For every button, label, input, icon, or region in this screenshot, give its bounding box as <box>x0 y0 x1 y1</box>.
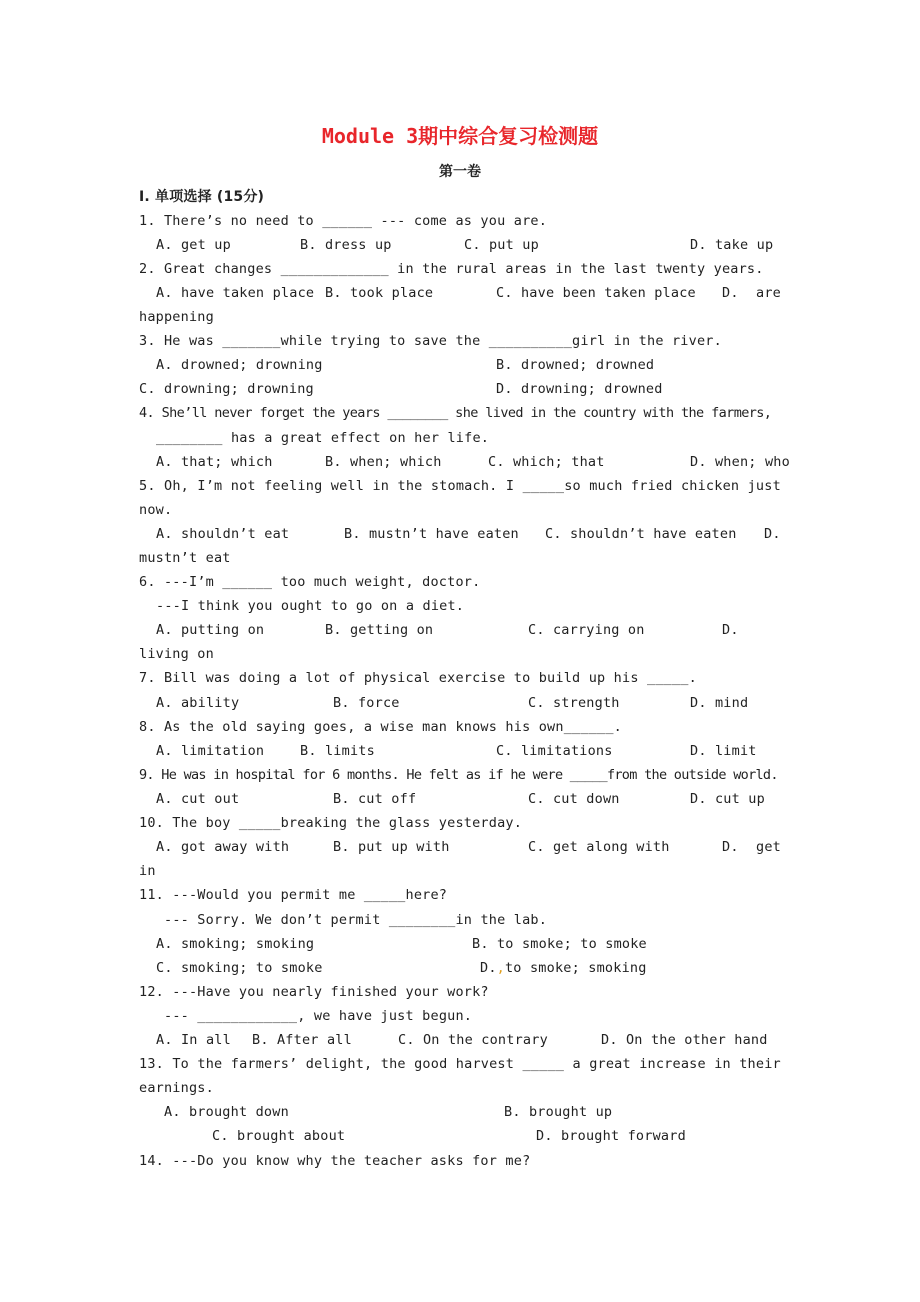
q8-option-b: B. limits <box>300 743 375 759</box>
question-11-stem-cont: --- Sorry. We don’t permit ________in the lab. <box>164 912 548 928</box>
part-heading: 第一卷 <box>439 164 481 180</box>
q12-option-a: A. In all <box>156 1032 231 1048</box>
q7-option-a: A. ability <box>156 695 240 711</box>
q5-option-d-label: D. <box>764 526 781 542</box>
q13-option-d: D. brought forward <box>536 1128 686 1144</box>
question-12-stem-cont: --- ____________, we have just begun. <box>164 1008 473 1024</box>
q3-option-d: D. drowning; drowned <box>496 381 663 397</box>
question-4-stem: 4. She’ll never forget the years ________ she lived in the country with the farmers, <box>139 405 772 421</box>
question-6-stem: 6. ---I’m ______ too much weight, doctor. <box>139 574 481 590</box>
q9-option-a: A. cut out <box>156 791 240 807</box>
question-5-stem: 5. Oh, I’m not feeling well in the stomach. I _____so much fried chicken just <box>139 478 781 494</box>
question-4-stem-cont: ________ has a great effect on her life. <box>156 430 490 446</box>
question-12-stem: 12. ---Have you nearly finished your work? <box>139 984 489 1000</box>
question-9-stem: 9. He was in hospital for 6 months. He felt as if he were _____from the outside world. <box>139 767 778 783</box>
q10-option-d-cont: in <box>139 863 156 879</box>
section-heading: I. 单项选择 (15分) <box>139 189 265 205</box>
q2-option-d-label: D. <box>722 285 739 301</box>
q10-option-d-label: D. <box>722 839 739 855</box>
q5-option-a: A. shouldn’t eat <box>156 526 290 542</box>
q11-option-d: D.,to smoke; smoking <box>480 960 647 976</box>
q8-option-a: A. limitation <box>156 743 265 759</box>
q1-option-d: D. take up <box>690 237 774 253</box>
q2-option-a: A. have taken place <box>156 285 315 301</box>
q5-option-b: B. mustn’t have eaten <box>344 526 519 542</box>
q6-option-b: B. getting on <box>325 622 434 638</box>
q9-option-b: B. cut off <box>333 791 417 807</box>
q10-option-c: C. get along with <box>528 839 670 855</box>
question-13-stem: 13. To the farmers’ delight, the good harvest _____ a great increase in their <box>139 1056 781 1072</box>
q11-option-c: C. smoking; to smoke <box>156 960 323 976</box>
q7-option-b: B. force <box>333 695 400 711</box>
question-13-stem-cont: earnings. <box>139 1080 214 1096</box>
question-1-stem: 1. There’s no need to ______ --- come as you are. <box>139 213 548 229</box>
question-2-stem: 2. Great changes _____________ in the rural areas in the last twenty years. <box>139 261 764 277</box>
q2-option-b: B. took place <box>325 285 434 301</box>
q12-option-d: D. On the other hand <box>601 1032 768 1048</box>
q6-option-d-label: D. <box>722 622 739 638</box>
page-title: Module 3期中综合复习检测题 <box>321 124 599 148</box>
q11-option-b: B. to smoke; to smoke <box>472 936 647 952</box>
q13-option-a: A. brought down <box>164 1104 289 1120</box>
q4-option-a: A. that; which <box>156 454 273 470</box>
q13-option-b: B. brought up <box>504 1104 613 1120</box>
q6-option-d-text: living on <box>139 646 214 662</box>
q3-option-a: A. drowned; drowning <box>156 357 323 373</box>
q9-option-c: C. cut down <box>528 791 620 807</box>
question-11-stem: 11. ---Would you permit me _____here? <box>139 887 448 903</box>
q2-option-d-text: are <box>756 285 781 301</box>
q5-option-d-text: mustn’t eat <box>139 550 231 566</box>
q12-option-c: C. On the contrary <box>398 1032 548 1048</box>
question-7-stem: 7. Bill was doing a lot of physical exercise to build up his _____. <box>139 670 697 686</box>
q2-option-c: C. have been taken place <box>496 285 696 301</box>
q6-option-c: C. carrying on <box>528 622 645 638</box>
q7-option-d: D. mind <box>690 695 749 711</box>
q1-option-a: A. get up <box>156 237 231 253</box>
q4-option-c: C. which; that <box>488 454 605 470</box>
q1-option-b: B. dress up <box>300 237 392 253</box>
question-3-stem: 3. He was _______while trying to save the __________girl in the river. <box>139 333 722 349</box>
q13-option-c: C. brought about <box>212 1128 346 1144</box>
q10-option-a: A. got away with <box>156 839 290 855</box>
q6-option-a: A. putting on <box>156 622 265 638</box>
q2-option-d-cont: happening <box>139 309 214 325</box>
question-14-stem: 14. ---Do you know why the teacher asks for me? <box>139 1153 531 1169</box>
q9-option-d: D. cut up <box>690 791 765 807</box>
question-10-stem: 10. The boy _____breaking the glass yesterday. <box>139 815 523 831</box>
q3-option-c: C. drowning; drowning <box>139 381 314 397</box>
q8-option-d: D. limit <box>690 743 757 759</box>
question-6-stem-cont: ---I think you ought to go on a diet. <box>156 598 465 614</box>
q4-option-b: B. when; which <box>325 454 442 470</box>
q8-option-c: C. limitations <box>496 743 613 759</box>
q10-option-b: B. put up with <box>333 839 450 855</box>
q1-option-c: C. put up <box>464 237 539 253</box>
q10-option-d-text: get <box>756 839 781 855</box>
q3-option-b: B. drowned; drowned <box>496 357 655 373</box>
q12-option-b: B. After all <box>252 1032 352 1048</box>
q5-option-c: C. shouldn’t have eaten <box>545 526 737 542</box>
q7-option-c: C. strength <box>528 695 620 711</box>
question-5-stem-cont: now. <box>139 502 173 518</box>
q11-option-a: A. smoking; smoking <box>156 936 315 952</box>
question-8-stem: 8. As the old saying goes, a wise man knows his own______. <box>139 719 623 735</box>
q4-option-d: D. when; who <box>690 454 790 470</box>
